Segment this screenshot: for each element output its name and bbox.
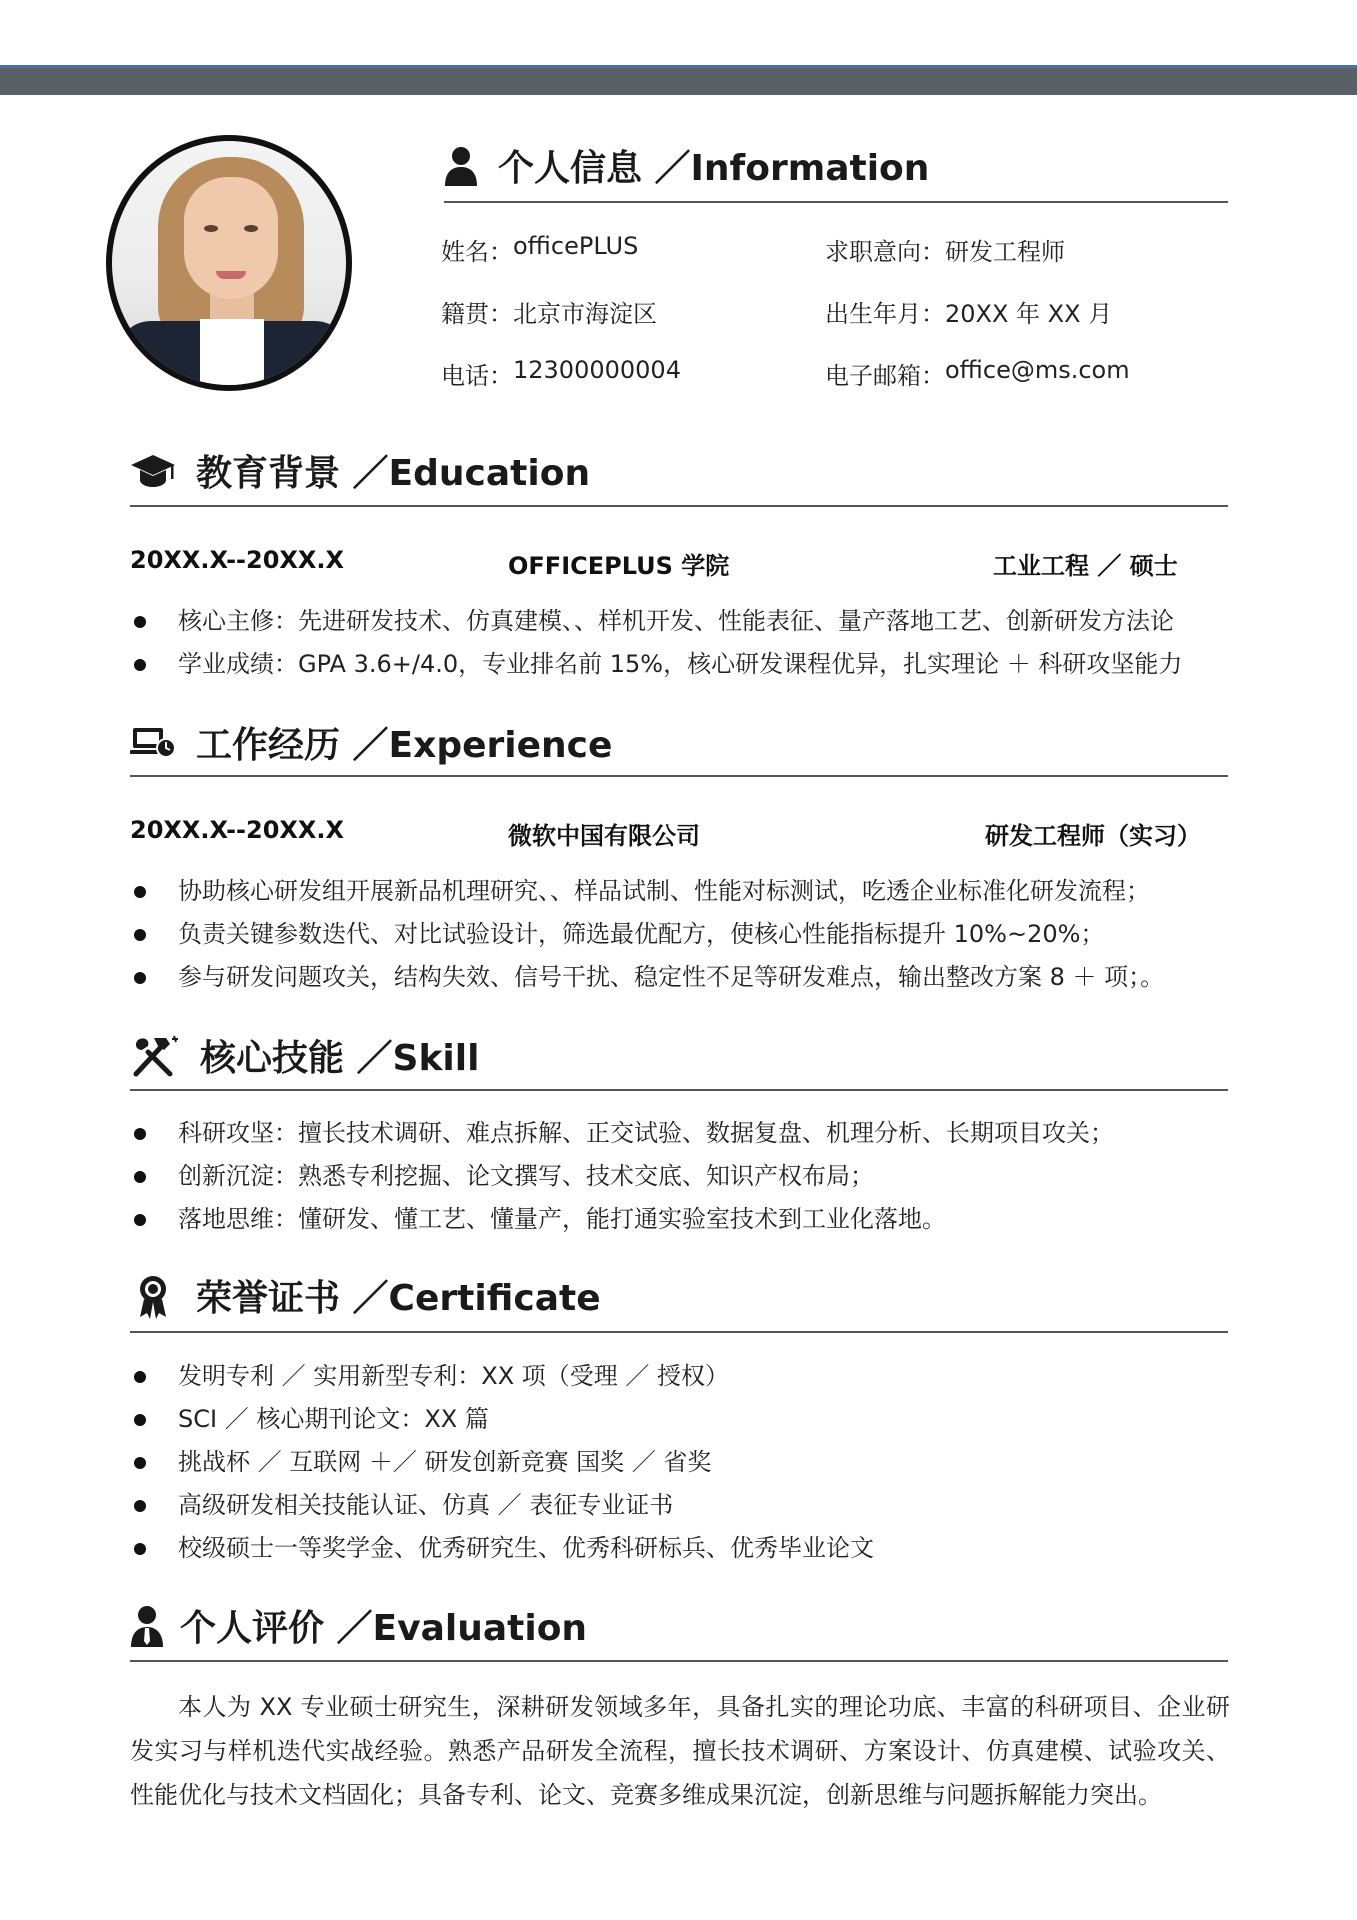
certificate-divider — [130, 1331, 1228, 1333]
evaluation-title: 个人评价 ／Evaluation — [180, 1608, 588, 1649]
award-ribbon-icon — [130, 1273, 176, 1319]
evaluation-section-header — [130, 1600, 587, 1651]
experience-section-header — [130, 717, 612, 768]
experience-position: 研发工程师（实习） — [985, 822, 1201, 850]
skill-divider — [130, 1089, 1228, 1091]
certificate-title: 荣誉证书 ／Certificate — [196, 1278, 601, 1319]
certificate-section-header — [130, 1270, 601, 1321]
education-date: 20XX.X--20XX.X — [130, 546, 345, 574]
list-item: SCI ／ 核心期刊论文：XX 篇 — [132, 1398, 874, 1441]
phone-value: 12300000004 — [513, 356, 681, 384]
evaluation-divider — [130, 1660, 1228, 1662]
native-label: 籍贯： — [441, 300, 513, 328]
experience-title: 工作经历 ／Experience — [196, 725, 613, 766]
list-item: 核心主修：先进研发技术、仿真建模、、样机开发、性能表征、量产落地工艺、创新研发方法论 — [132, 600, 1182, 643]
list-item: 参与研发问题攻关，结构失效、信号干扰、稳定性不足等研发难点，输出整改方案 8 ＋ 项；。 — [132, 956, 1164, 999]
target-field — [825, 232, 1065, 267]
list-item: 高级研发相关技能认证、仿真 ／ 表征专业证书 — [132, 1484, 874, 1527]
education-divider — [130, 505, 1228, 507]
native-value: 北京市海淀区 — [513, 300, 657, 328]
birth-label: 出生年月： — [825, 300, 945, 328]
list-item: 协助核心研发组开展新品机理研究、、样品试制、性能对标测试，吃透企业标准化研发流程； — [132, 870, 1164, 913]
education-title: 教育背景 ／Education — [196, 453, 591, 494]
email-value: office@ms.com — [945, 356, 1130, 384]
user-icon — [444, 146, 478, 186]
list-item: 挑战杯 ／ 互联网 ＋／ 研发创新竞赛 国奖 ／ 省奖 — [132, 1441, 874, 1484]
list-item: 创新沉淀：熟悉专利挖掘、论文撰写、技术交底、知识产权布局； — [132, 1155, 1114, 1198]
experience-divider — [130, 775, 1228, 777]
experience-date: 20XX.X--20XX.X — [130, 816, 345, 844]
education-school: OFFICEPLUS 学院 — [508, 552, 730, 580]
laptop-clock-icon — [130, 726, 176, 760]
tools-icon — [130, 1034, 180, 1078]
profile-photo — [106, 135, 352, 391]
info-title: 个人信息 ／Information — [498, 148, 930, 189]
info-section-header — [444, 140, 929, 191]
name-label: 姓名： — [441, 238, 513, 266]
experience-company: 微软中国有限公司 — [508, 822, 700, 850]
graduation-cap-icon — [130, 453, 176, 489]
target-value: 研发工程师 — [945, 238, 1065, 266]
skill-list — [132, 1112, 1114, 1241]
top-color-bar — [0, 65, 1357, 95]
list-item: 发明专利 ／ 实用新型专利：XX 项（受理 ／ 授权） — [132, 1355, 874, 1398]
email-label: 电子邮箱： — [825, 362, 945, 390]
info-divider — [444, 201, 1228, 203]
experience-list — [132, 870, 1164, 999]
phone-label: 电话： — [441, 362, 513, 390]
skill-section-header — [130, 1030, 479, 1081]
evaluation-text: 本人为 XX 专业硕士研究生，深耕研发领域多年，具备扎实的理论功底、丰富的科研项目、企业研发实习与样机迭代实战经验。熟悉产品研发全流程，擅长技术调研、方案设计、仿真建模、试验攻关、性能优化与技术文档固化；具备专利、论文、竞赛多维成果沉淀，创新思维与问题拆解能力突出。 — [130, 1693, 1230, 1809]
education-section-header — [130, 445, 590, 496]
name-field — [441, 232, 638, 267]
list-item: 落地思维：懂研发、懂工艺、懂量产，能打通实验室技术到工业化落地。 — [132, 1198, 1114, 1241]
birth-value: 20XX 年 XX 月 — [945, 300, 1113, 328]
list-item: 负责关键参数迭代、对比试验设计，筛选最优配方，使核心性能指标提升 10%~20%； — [132, 913, 1164, 956]
list-item: 科研攻坚：擅长技术调研、难点拆解、正交试验、数据复盘、机理分析、长期项目攻关； — [132, 1112, 1114, 1155]
name-value: officePLUS — [513, 232, 639, 260]
native-field — [441, 294, 657, 329]
email-field — [825, 356, 1130, 391]
skill-title: 核心技能 ／Skill — [200, 1038, 480, 1079]
education-list — [132, 600, 1182, 686]
list-item: 学业成绩：GPA 3.6+/4.0，专业排名前 15%，核心研发课程优异，扎实理论 ＋ 科研攻坚能力 — [132, 643, 1182, 686]
person-tie-icon — [130, 1605, 164, 1647]
list-item: 校级硕士一等奖学金、优秀研究生、优秀科研标兵、优秀毕业论文 — [132, 1527, 874, 1570]
phone-field — [441, 356, 681, 391]
birth-field — [825, 294, 1112, 329]
certificate-list — [132, 1355, 874, 1570]
target-label: 求职意向： — [825, 238, 945, 266]
education-degree: 工业工程 ／ 硕士 — [993, 552, 1178, 580]
